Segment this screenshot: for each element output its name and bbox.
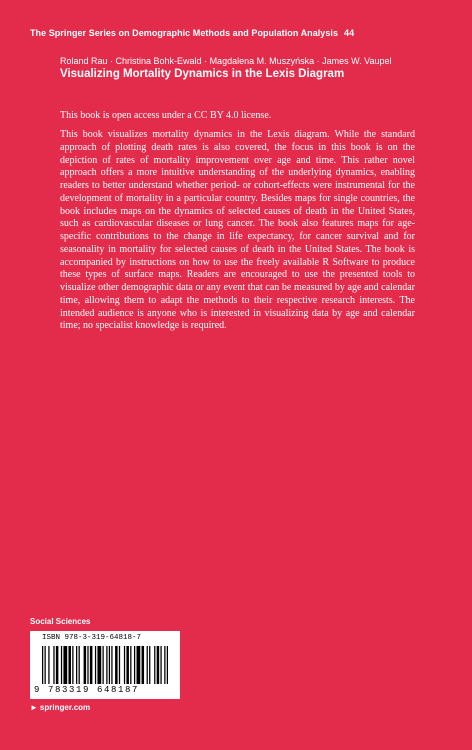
series-name: The Springer Series on Demographic Methods and Population Analysis: [30, 28, 339, 38]
barcode-bar: [97, 646, 101, 684]
barcode-bar: [45, 646, 46, 684]
open-access-note: This book is open access under a CC BY 4.0 license.: [60, 110, 272, 121]
barcode-bar: [68, 646, 71, 684]
website-url: springer.com: [39, 703, 91, 712]
barcode-bar: [160, 646, 161, 684]
barcode-bar: [167, 646, 168, 684]
barcode-bar: [90, 646, 93, 684]
book-title: Visualizing Mortality Dynamics in the Lexis Diagram: [60, 68, 345, 80]
barcode-bar: [61, 646, 62, 684]
barcode-bar: [109, 646, 110, 684]
barcode-bar: [53, 646, 54, 684]
barcode-bar: [79, 646, 80, 684]
barcode-bar: [102, 646, 103, 684]
barcode-bar: [42, 646, 43, 684]
series-volume: 44: [344, 28, 355, 38]
barcode-bar: [134, 646, 135, 684]
subject-category: Social Sciences: [30, 617, 91, 626]
barcode-bar: [76, 646, 77, 684]
barcode-bar: [124, 646, 125, 684]
barcode-bar: [126, 646, 129, 684]
barcode-bar: [111, 646, 112, 684]
barcode-bar: [84, 646, 87, 684]
isbn-number: ISBN 978-3-319-64818-7: [42, 634, 142, 642]
barcode-bar: [154, 646, 155, 684]
barcode-bar: [119, 646, 120, 684]
barcode-bar: [72, 646, 73, 684]
barcode-bar: [95, 646, 96, 684]
barcode-bar: [157, 646, 160, 684]
authors: Roland Rau · Christina Bohk-Ewald · Magdalena M. Muszyńska · James W. Vaupel: [60, 56, 392, 66]
barcode-bar: [106, 646, 107, 684]
barcode-bar: [56, 646, 59, 684]
triangle-arrow-icon: ►: [30, 703, 38, 712]
barcode-bar: [87, 646, 88, 684]
barcode-bar: [48, 646, 49, 684]
barcode-bar: [142, 646, 145, 684]
barcode-bar: [115, 646, 118, 684]
ean-digits: 9 783319 648187: [34, 685, 140, 695]
barcode-bar: [147, 646, 148, 684]
publisher-website[interactable]: [30, 703, 90, 712]
barcode-bar: [164, 646, 165, 684]
book-description: This book visualizes mortality dynamics in the Lexis diagram. While the standard approach of plotting death rates is also covered, the focus in this book is on the depiction of rates of mortality improvement over age and time. This rather novel approach offers a more intuitive understanding of the underlying dynamics, enabling readers to better understand whether period- or cohort-effects were instrumental for the development of mortality in a particular country. Besides maps for single countries, the book includes maps on the dynamics of selected causes of death in the United States, such as cardiovascular diseases or lung cancer. The book also features maps for age-specific contributions to the change in life expectancy, for cancer survival and for seasonality in mortality for selected causes of death in the United States. The book is accompanied by instructions on how to use the freely available R Software to produce these types of surface maps. Readers are encouraged to use the presented tools to visualize other demographic data or any event that can be measured by age and calendar time, allowing them to adapt the methods to their respective research interests. The intended audience is anyone who is interested in visualizing data by age and calendar time; no specialist knowledge is required.: [60, 129, 415, 332]
barcode-bar: [149, 646, 150, 684]
series-line: [30, 28, 354, 38]
barcode-bar: [137, 646, 141, 684]
barcode-bar: [130, 646, 131, 684]
barcode-image: [42, 646, 168, 684]
barcode-panel: [30, 631, 180, 699]
barcode-bar: [63, 646, 67, 684]
